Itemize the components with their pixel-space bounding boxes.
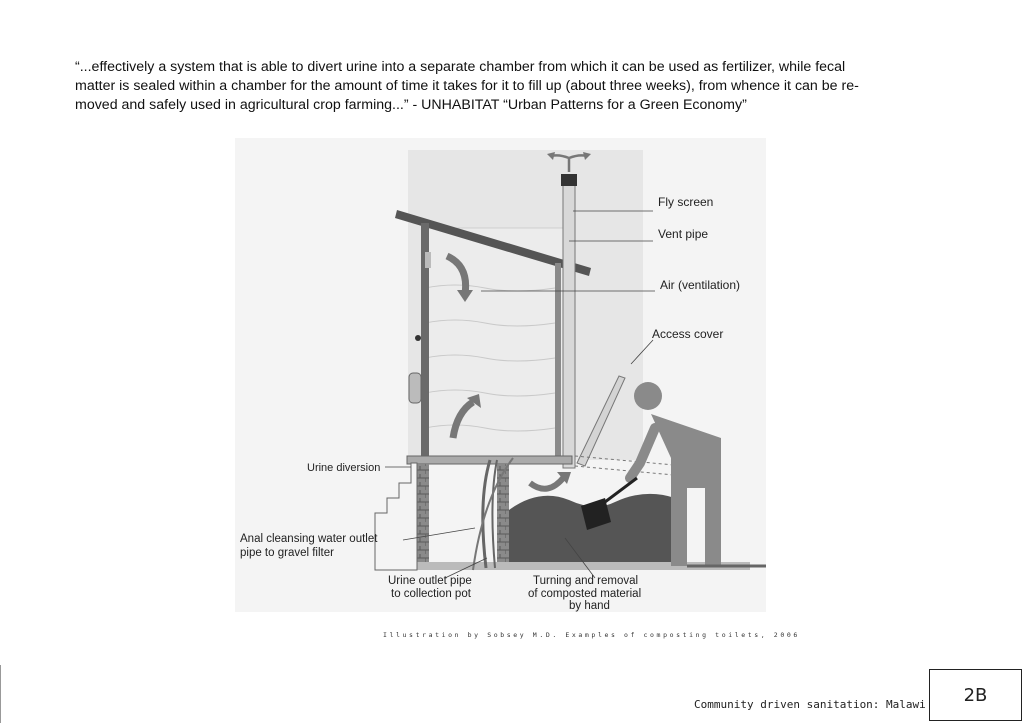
label-urine-diversion: Urine diversion xyxy=(307,462,381,474)
label-fly-screen: Fly screen xyxy=(658,195,714,209)
composting-toilet-illustration xyxy=(235,138,766,612)
label-urine-outlet-1: Urine outlet pipe xyxy=(388,575,472,587)
vent-pipe xyxy=(563,178,575,468)
footer-title: Community driven sanitation: Malawi xyxy=(694,698,926,711)
unhabitat-quote xyxy=(75,58,955,115)
fly-screen-cap xyxy=(561,174,577,186)
label-access-cover: Access cover xyxy=(652,327,724,341)
label-vent-pipe: Vent pipe xyxy=(658,227,709,241)
hinge xyxy=(425,252,431,268)
illustration-credit: Illustration by Sobsey M.D. Examples of composting toilets, 2006 xyxy=(383,631,800,639)
left-edge-rule xyxy=(0,665,1,723)
label-anal-cleansing-1: Anal cleansing water outlet xyxy=(240,533,378,545)
interior-panel xyxy=(423,228,563,456)
label-turning-2: of composted material xyxy=(528,588,642,600)
quote-line: moved and safely used in agricultural crop farming...” - UNHABITAT “Urban Patterns for a Green Economy” xyxy=(75,97,747,113)
quote-line: “...effectively a system that is able to divert urine into a separate chamber from which it can be used as fertilizer, while fecal xyxy=(75,59,846,75)
back-post xyxy=(555,263,561,458)
label-urine-outlet-2: to collection pot xyxy=(391,588,471,600)
label-air-ventilation: Air (ventilation) xyxy=(660,278,741,292)
toilet-cross-section-svg xyxy=(235,138,766,612)
door-handle xyxy=(415,335,421,341)
person-head xyxy=(634,382,662,410)
label-turning-1: Turning and removal xyxy=(533,575,639,587)
label-anal-cleansing-2: pipe to gravel filter xyxy=(240,547,334,559)
quote-line: matter is sealed within a chamber for the amount of time it takes for it to fill up (about three weeks), from whence it can be re- xyxy=(75,78,859,94)
page-number: 2B xyxy=(963,684,988,706)
label-turning-3: by hand xyxy=(569,600,610,612)
page-number-box xyxy=(929,669,1022,721)
water-bottle xyxy=(409,373,421,403)
